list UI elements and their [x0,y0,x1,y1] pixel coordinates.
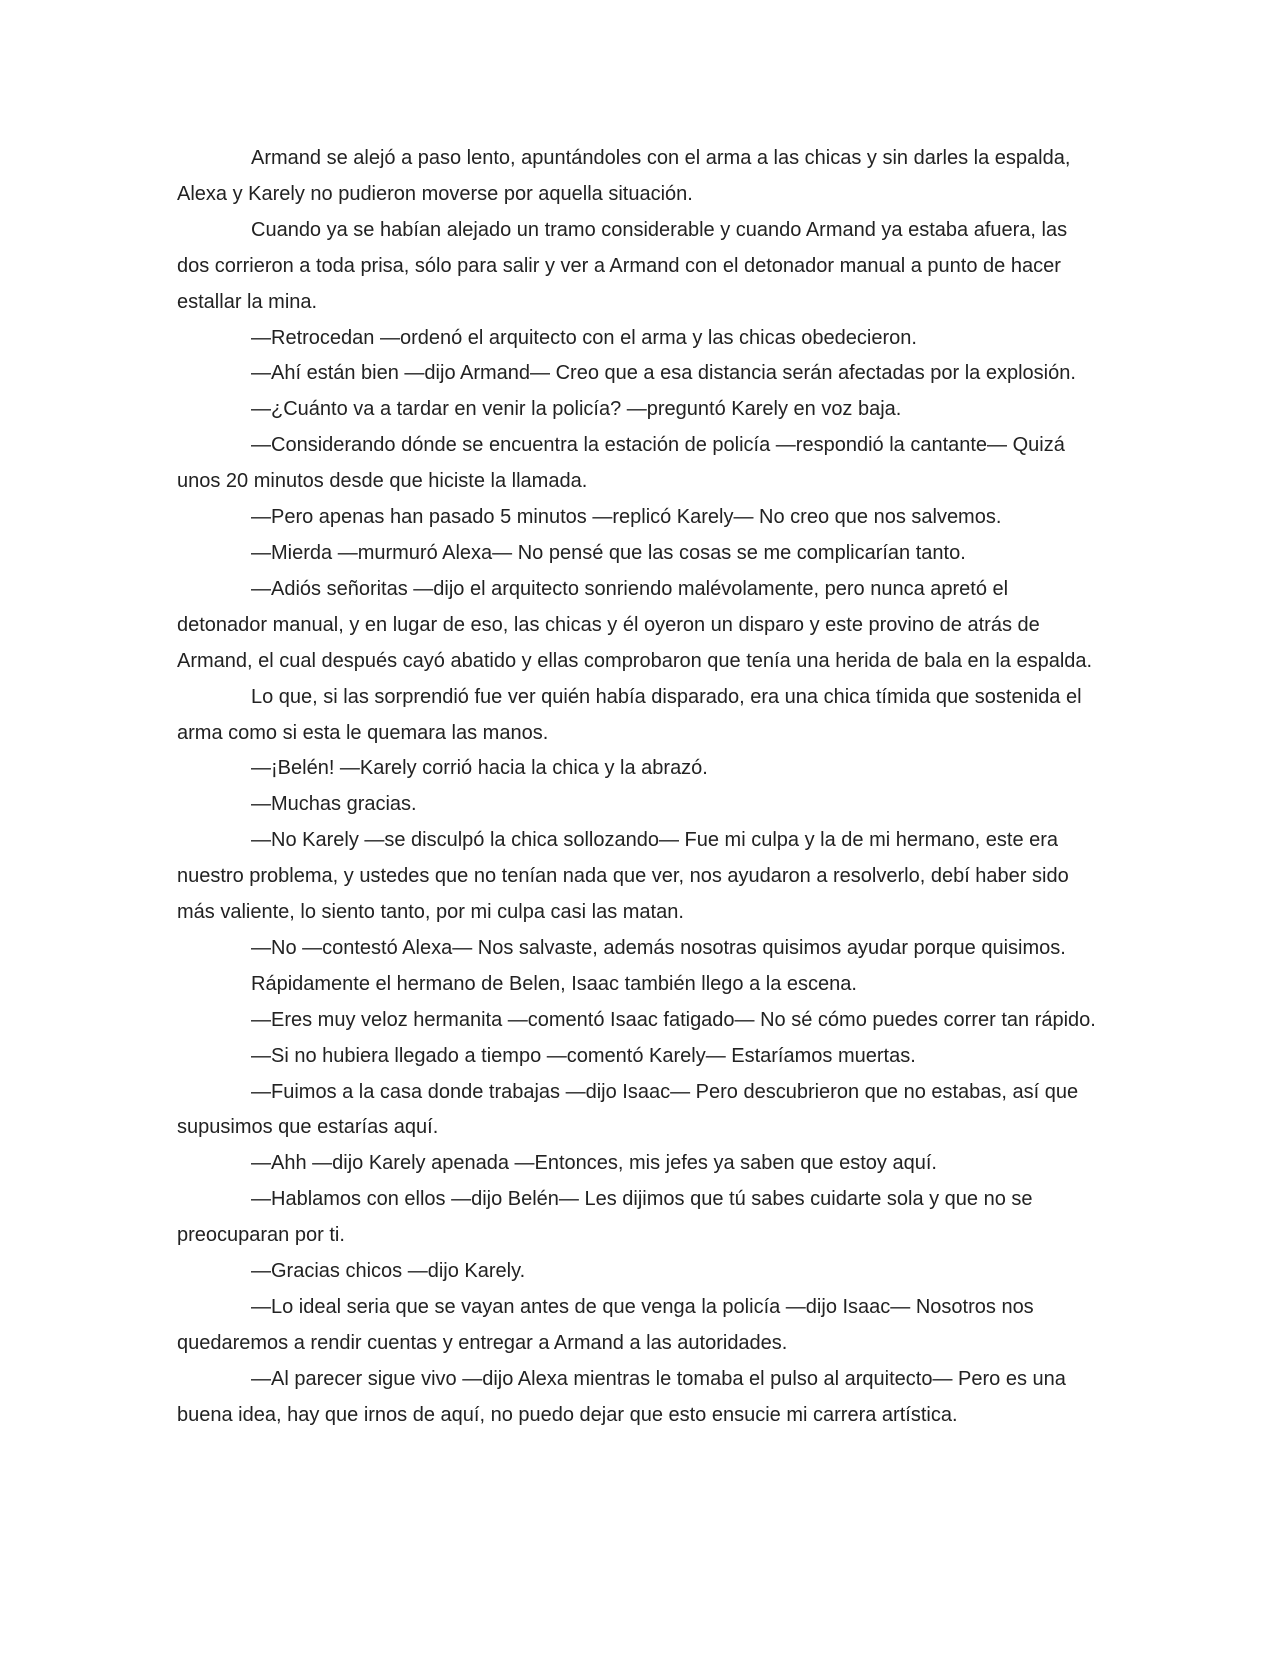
paragraph: —¿Cuánto va a tardar en venir la policía? —preguntó Karely en voz baja. [251,398,902,421]
paragraph: —Lo ideal seria que se vayan antes de que venga la policía —dijo Isaac— Nosotros nos quedaremos a rendir cuentas y entregar a Armand a las autoridades. [177,1296,1034,1354]
paragraph: —Hablamos con ellos —dijo Belén— Les dijimos que tú sabes cuidarte sola y que no se preocuparan por ti. [177,1188,1033,1247]
paragraph: —¡Belén! —Karely corrió hacia la chica y la abrazó. [251,757,708,780]
paragraph: —Fuimos a la casa donde trabajas —dijo Isaac— Pero descubrieron que no estabas, así que supusimos que estarías aquí. [177,1080,1079,1139]
paragraph: —Adiós señoritas —dijo el arquitecto sonriendo malévolamente, pero nunca apretó el detonador manual, y en lugar de eso, las chicas y él oyeron un disparo y este provino de atrás de Armand, el cual después cayó abatido y ellas comprobaron que tenía una herida de bala en la espalda. [177,577,1093,672]
paragraph: Lo que, si las sorprendió fue ver quién había disparado, era una chica tímida que sostenida el arma como si esta le quemara las manos. [177,685,1082,744]
paragraph: —Ahí están bien —dijo Armand— Creo que a esa distancia serán afectadas por la explosión. [251,362,1076,385]
paragraph: —Mierda —murmuró Alexa— No pensé que las cosas se me complicarían tanto. [251,541,966,564]
paragraph: —No —contestó Alexa— Nos salvaste, además nosotras quisimos ayudar porque quisimos. [251,936,1066,959]
paragraph: Armand se alejó a paso lento, apuntándoles con el arma a las chicas y sin darles la espalda, Alexa y Karely no pudieron moverse por aquella situación. [177,147,1071,205]
paragraph: —Ahh —dijo Karely apenada —Entonces, mis jefes ya saben que estoy aquí. [251,1152,937,1175]
paragraph: Rápidamente el hermano de Belen, Isaac también llego a la escena. [251,972,857,995]
paragraph: —Retrocedan —ordenó el arquitecto con el arma y las chicas obedecieron. [251,326,917,349]
paragraph: —Muchas gracias. [251,793,417,816]
paragraph: Cuando ya se habían alejado un tramo considerable y cuando Armand ya estaba afuera, las dos corrieron a toda prisa, sólo para salir y ver a Armand con el detonador manual a punto de hacer estallar la mina. [177,218,1068,313]
paragraph: —Si no hubiera llegado a tiempo —comentó Karely— Estaríamos muertas. [251,1044,916,1067]
paragraph: —Eres muy veloz hermanita —comentó Isaac fatigado— No sé cómo puedes correr tan rápido. [251,1008,1096,1031]
paragraph: —Considerando dónde se encuentra la estación de policía —respondió la cantante— Quizá unos 20 minutos desde que hiciste la llamada. [177,434,1065,493]
paragraph: —Gracias chicos —dijo Karely. [251,1260,526,1283]
paragraph: —No Karely —se disculpó la chica sollozando— Fue mi culpa y la de mi hermano, este era nuestro problema, y ustedes que no tenían nada que ver, nos ayudaron a resolverlo, debí haber sido más valiente, lo siento tanto, por mi culpa casi las matan. [177,829,1069,924]
document-body [177,141,1100,1434]
paragraph: —Al parecer sigue vivo —dijo Alexa mientras le tomaba el pulso al arquitecto— Pero es una buena idea, hay que irnos de aquí, no puedo dejar que esto ensucie mi carrera artística. [177,1367,1066,1426]
paragraph: —Pero apenas han pasado 5 minutos —replicó Karely— No creo que nos salvemos. [251,506,1002,529]
